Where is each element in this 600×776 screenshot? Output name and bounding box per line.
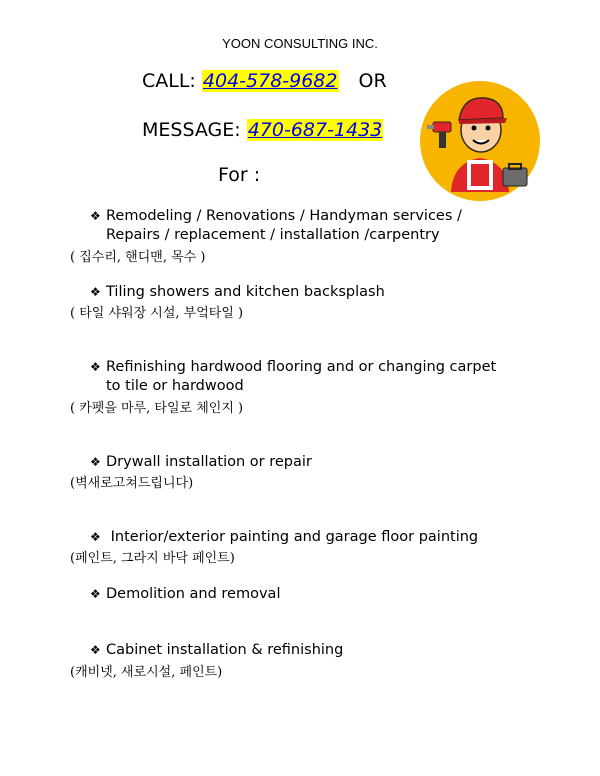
service-korean: (페인트, 그라지 바닥 페인트) (70, 551, 235, 566)
service-text: Interior/exterior painting and garage floor painting (106, 529, 479, 545)
service-item (90, 585, 560, 604)
bullet-diamond-icon: ❖ (90, 587, 101, 601)
service-korean: (캐비넷, 새로시설, 페인트) (70, 665, 223, 680)
for-heading: For : (218, 164, 261, 186)
call-label: CALL: (142, 70, 196, 92)
handyman-mascot-icon (419, 80, 541, 202)
service-text: Drywall installation or repair (106, 454, 312, 470)
service-korean: (벽새로고쳐드립니다) (70, 476, 194, 491)
bullet-diamond-icon: ❖ (90, 455, 101, 469)
or-label: OR (358, 70, 387, 92)
bullet-diamond-icon: ❖ (90, 285, 101, 299)
service-item (90, 641, 560, 660)
call-line (142, 70, 387, 92)
service-item (90, 453, 560, 472)
call-number-link[interactable]: 404-578-9682 (202, 70, 338, 92)
message-line (142, 119, 383, 141)
service-korean: ( 집수리, 핸디맨, 목수 ) (70, 250, 206, 265)
service-text: Refinishing hardwood flooring and or changing carpet (106, 359, 497, 375)
service-item (90, 207, 560, 245)
bullet-diamond-icon: ❖ (90, 530, 101, 544)
company-name: YOON CONSULTING INC. (222, 36, 378, 51)
service-text: Demolition and removal (106, 586, 281, 602)
bullet-diamond-icon: ❖ (90, 643, 101, 657)
message-label: MESSAGE: (142, 119, 241, 141)
service-item (90, 528, 560, 547)
service-korean: ( 카펫을 마루, 타일로 체인지 ) (70, 401, 244, 416)
bullet-diamond-icon: ❖ (90, 360, 101, 374)
service-korean: ( 타일 샤워장 시설, 부엌타일 ) (70, 306, 244, 321)
service-text: Tiling showers and kitchen backsplash (106, 284, 385, 300)
service-item (90, 358, 560, 396)
service-text: Cabinet installation & refinishing (106, 642, 344, 658)
message-number-link[interactable]: 470-687-1433 (247, 119, 383, 141)
bullet-diamond-icon: ❖ (90, 209, 101, 223)
service-item (90, 283, 560, 302)
service-text: Remodeling / Renovations / Handyman services / (106, 208, 462, 224)
service-text-cont: Repairs / replacement / installation /carpentry (106, 227, 440, 243)
service-text-cont: to tile or hardwood (106, 378, 244, 394)
